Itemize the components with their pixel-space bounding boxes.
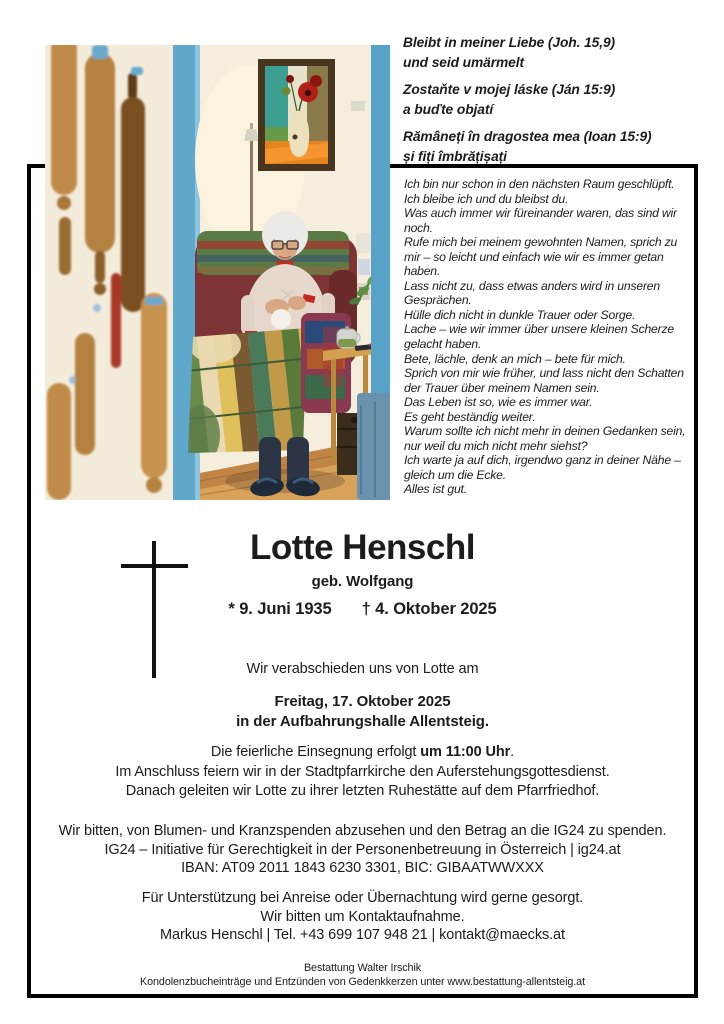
poem-line: Es geht beständig weiter. <box>404 409 536 424</box>
poem-line: haben. <box>404 264 441 279</box>
support-line: Für Unterstützung bei Anreise oder Übernachtung wird gerne gesorgt. <box>141 890 584 906</box>
quote-line: und seid umärmelt <box>403 54 524 70</box>
donation-info <box>27 822 698 878</box>
maiden-name: geb. Wolfgang <box>311 573 414 590</box>
contact-info <box>27 889 698 945</box>
burial-line: Danach geleiten wir Lotte zu ihrer letzten Ruhestätte auf dem Pfarrfriedhof. <box>125 783 600 799</box>
quote-line: și fiți îmbrățișați <box>403 148 507 164</box>
blessing-time: um 11:00 Uhr <box>420 744 511 760</box>
poem-line: Warum sollte ich nicht mehr in deinen Gedanken sein, <box>404 424 686 439</box>
funeral-date-place <box>27 692 698 731</box>
condolence-info: Kondolenzbucheinträge und Entzünden von Gedenkkerzen unter www.bestattung-allentsteig.at <box>140 976 585 988</box>
poem-line: mir – so leicht und einfach wie wir es immer getan <box>404 249 664 264</box>
poem-line: Alles ist gut. <box>404 482 467 497</box>
farewell-intro: Wir verabschieden uns von Lotte am <box>246 661 479 677</box>
poem-line: Lass nicht zu, dass etwas anders wird in unseren <box>404 278 660 293</box>
funeral-home-name: Bestattung Walter Irschik <box>303 962 422 974</box>
deceased-name: Lotte Henschl <box>250 528 475 567</box>
donation-org: IG24 – Initiative für Gerechtigkeit in der Personenbetreuung in Österreich | ig24.at <box>104 841 621 858</box>
blue-bin <box>357 393 390 500</box>
poem-line: gleich um die Ecke. <box>404 467 506 482</box>
donation-bank: IBAN: AT09 2011 1843 6230 3301, BIC: GIBAATWWXXX <box>181 860 544 876</box>
ceremony-details <box>27 743 698 802</box>
poem-line: Rufe mich bei meinem gewohnten Namen, sprich zu <box>404 235 678 250</box>
poem-line: Hülle dich nicht in dunkle Trauer oder Sorge. <box>404 307 636 322</box>
quote-line: Rămâneți în dragostea mea (Ioan 15:9) <box>403 129 652 144</box>
life-dates <box>27 600 698 619</box>
poem-line: der Trauer über meinem Namen sein. <box>404 380 600 395</box>
service-line: Im Anschluss feiern wir in der Stadtpfarrkirche den Auferstehungsgottesdienst. <box>115 763 610 780</box>
poem-line: Ich warte ja auf dich, irgendwo ganz in deiner Nähe – <box>404 453 681 468</box>
quote-slovak <box>403 80 703 119</box>
contact-person: Markus Henschl | Tel. +43 699 107 948 21 | kontakt@maecks.at <box>160 927 565 943</box>
blessing-suffix: . <box>510 744 515 760</box>
wall-switch <box>351 101 365 111</box>
quote-line: Bleibt in meiner Liebe (Joh. 15,9) <box>403 35 616 50</box>
poem-line: Gesprächen. <box>404 293 472 308</box>
knit-blanket <box>301 313 351 413</box>
footer <box>27 961 698 989</box>
farewell-poem <box>404 177 694 497</box>
poem-line: Lache – wie wir immer über unsere kleinen Scherze <box>404 322 674 337</box>
quote-romanian <box>403 127 703 166</box>
quote-german <box>403 33 703 72</box>
quote-line: a buďte objatí <box>403 101 494 117</box>
poem-line: nur weil du mich nicht mehr siehst? <box>404 438 588 453</box>
poem-line: gelacht haben. <box>404 337 482 352</box>
funeral-place: in der Aufbahrungshalle Allentsteig. <box>236 712 489 730</box>
birth-date: * 9. Juni 1935 <box>228 600 332 618</box>
poem-line: Ich bin nur schon in den nächsten Raum geschlüpft. <box>404 177 675 191</box>
death-date: † 4. Oktober 2025 <box>361 600 497 618</box>
poem-line: Bete, lächle, denk an mich – bete für mich. <box>404 351 626 366</box>
bible-quotes <box>403 33 703 174</box>
memorial-photo <box>45 45 390 500</box>
contact-request: Wir bitten um Kontaktaufnahme. <box>260 908 465 925</box>
poem-line: Das Leben ist so, wie es immer war. <box>404 395 593 410</box>
donation-request: Wir bitten, von Blumen- und Kranzspenden abzusehen und den Betrag an die IG24 zu spenden. <box>58 823 667 839</box>
poem-line: Sprich von mir wie früher, und lass nicht den Schatten <box>404 366 684 381</box>
funeral-date: Freitag, 17. Oktober 2025 <box>274 693 451 710</box>
poem-line: Ich bleibe ich und du bleibst du. <box>404 191 569 206</box>
poem-line: Was auch immer wir füreinander waren, das sind wir <box>404 206 677 221</box>
poem-line: noch. <box>404 220 433 235</box>
poppy-painting <box>258 59 335 171</box>
quote-line: Zostaňte v mojej láske (Ján 15:9) <box>403 82 616 97</box>
blessing-prefix: Die feierliche Einsegnung erfolgt <box>210 744 421 760</box>
blessing-line <box>27 743 698 763</box>
